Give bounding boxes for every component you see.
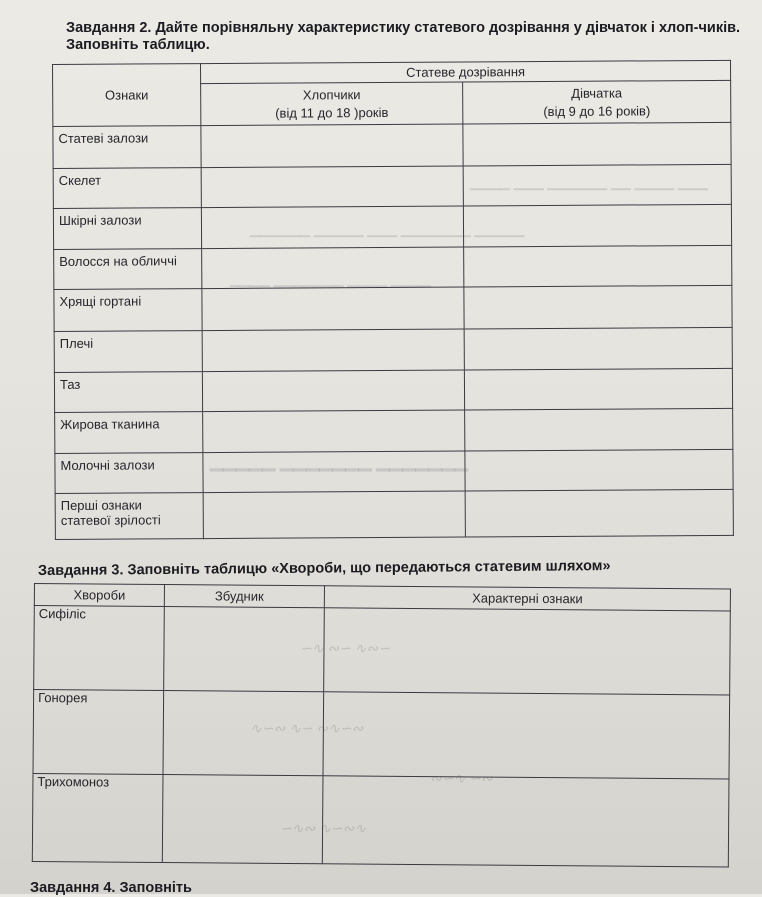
puberty-comparison-table (52, 60, 734, 540)
table-row (54, 245, 732, 289)
cell-boys[interactable] (202, 287, 464, 331)
header-girls (463, 80, 731, 124)
row-label: Трихомоноз (32, 773, 163, 862)
sti-table (32, 583, 731, 867)
row-label: Гонорея (33, 690, 164, 775)
cell-signs[interactable] (322, 776, 729, 867)
task3-title: Завдання 3. Заповніть таблицю «Хвороби, що передаються статевим шляхом» (37, 558, 611, 580)
cell-boys[interactable] (202, 329, 464, 372)
table-row (55, 408, 733, 453)
cell-girls[interactable] (465, 449, 733, 491)
header-disease: Хвороби (34, 584, 164, 607)
bleed-through-scribble: ∽∿∾ ∿∽∾∿ (280, 820, 367, 836)
header-boys-label: Хлопчики (302, 87, 361, 103)
bleed-through: ▁▁▁▁▁▁▁ ▁▁▁▁▁▁▁ ▁▁▁▁▁ (210, 452, 468, 471)
cell-girls[interactable] (464, 245, 732, 287)
table-row (54, 368, 732, 412)
cell-girls[interactable] (463, 204, 731, 247)
header-characteristic-signs: Характерні ознаки (324, 586, 730, 611)
table-row (54, 285, 732, 331)
cell-girls[interactable] (465, 408, 733, 451)
cell-girls[interactable] (464, 368, 732, 410)
cell-girls[interactable] (465, 489, 733, 537)
row-label: Шкірні залози (53, 208, 201, 250)
cell-boys[interactable] (201, 206, 463, 249)
cell-boys[interactable] (203, 451, 465, 493)
row-label: Перші ознаки статевої зрілості (55, 493, 203, 540)
bleed-through-scribble: ∾∽∿ ∽∾ (430, 770, 493, 786)
cell-boys[interactable] (202, 370, 464, 412)
table-row (54, 327, 732, 372)
row-label: Жирова тканина (55, 412, 203, 454)
bleed-through: ▁▁▁ ▁▁▁▁ ▁▁ ▁▁▁▁▁▁ ▁▁▁ ▁▁▁▁ (470, 175, 709, 190)
table-row (33, 690, 730, 779)
cell-boys[interactable] (203, 491, 465, 539)
table-row (32, 773, 729, 866)
cell-boys[interactable] (201, 166, 463, 208)
cell-girls[interactable] (464, 285, 732, 329)
bleed-through: ▁▁▁▁▁ ▁▁▁▁▁▁▁ ▁▁▁ ▁▁▁▁▁ ▁▁▁▁▁▁ (250, 222, 525, 237)
row-label: Хрящі гортані (54, 289, 202, 332)
cell-signs[interactable] (323, 692, 730, 779)
table-row (55, 489, 733, 539)
table-row (53, 164, 731, 208)
row-label: Волосся на обличчі (54, 249, 202, 290)
header-girls-label: Дівчатка (571, 85, 623, 101)
table-row (55, 449, 733, 493)
table-row (53, 122, 731, 168)
row-label: Скелет (53, 168, 201, 209)
cell-girls[interactable] (463, 122, 731, 166)
cell-boys[interactable] (203, 410, 465, 453)
row-label: Таз (54, 372, 202, 413)
header-boys-age: (від 11 до 18 )років (275, 104, 389, 121)
table-row (53, 204, 731, 249)
task4-title: Завдання 4. Заповніть (30, 880, 192, 896)
bleed-through-scribble: ∽∿ ∾∽ ∿∾∽ (300, 640, 390, 656)
cell-girls[interactable] (464, 327, 732, 370)
row-label: Плечі (54, 331, 202, 373)
task2-title: Завдання 2. Дайте порівняльну характеристику статевого дозрівання у дівчаток і хлоп-чиків. Заповніть таблицю. (66, 20, 741, 53)
header-puberty: Статеве дозрівання (201, 60, 731, 83)
cell-boys[interactable] (201, 124, 463, 168)
header-signs: Ознаки (53, 64, 201, 127)
row-label: Молочні залози (55, 453, 203, 494)
bleed-through: ▁▁▁▁ ▁▁▁▁ ▁▁▁▁▁▁▁ ▁▁▁▁ (230, 272, 431, 287)
row-label: Статеві залози (53, 126, 201, 169)
row-label: Сифіліс (34, 606, 165, 691)
cell-girls[interactable] (463, 164, 731, 206)
bleed-through-scribble: ∿∽∾ ∿∽ ∾∿∽∾ (250, 720, 364, 736)
header-boys (201, 82, 463, 126)
header-girls-age: (від 9 до 16 років) (543, 103, 651, 119)
cell-boys[interactable] (202, 247, 464, 289)
header-pathogen: Збудник (164, 585, 324, 608)
